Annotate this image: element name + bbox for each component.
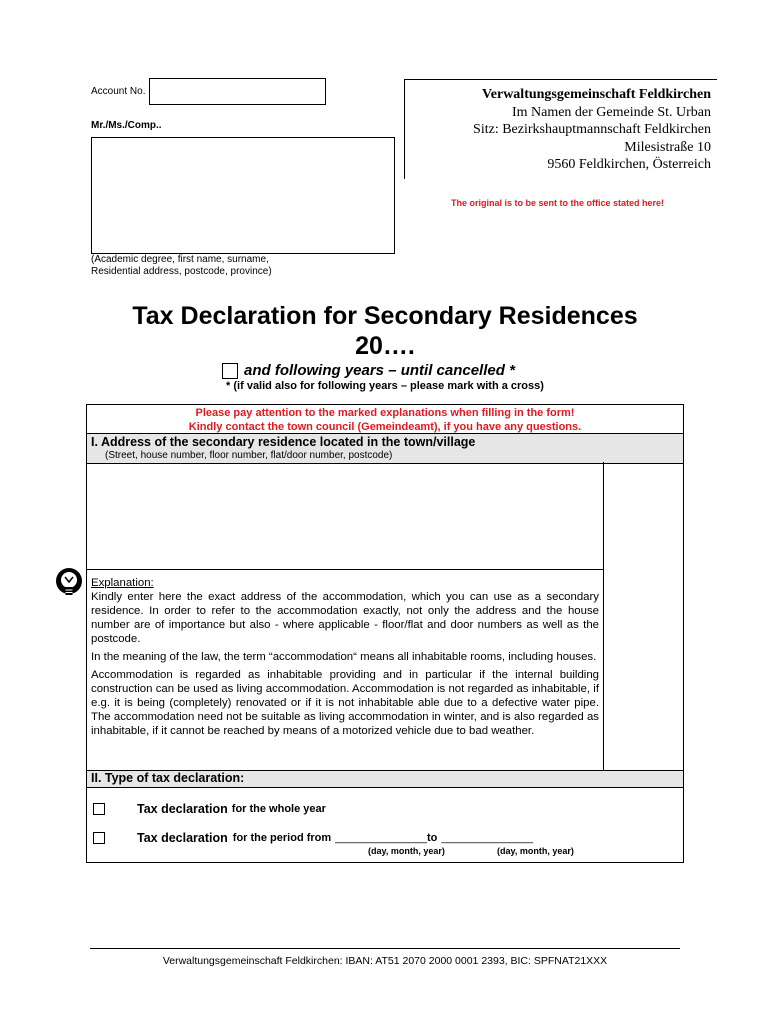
page-title: Tax Declaration for Secondary Residences 20….	[132, 302, 638, 360]
office-address: Verwaltungsgemeinschaft Feldkirchen Im Namen der Gemeinde St. Urban Sitz: Bezirkshauptmannschaft Feldkirchen Milesistraße 10 9560 Feldkirchen, Österreich	[404, 86, 711, 174]
period-to-field[interactable]: _______________	[441, 832, 534, 844]
section-1-heading: I. Address of the secondary residence located in the town/village	[91, 435, 476, 449]
explanation-label: Explanation:	[91, 577, 154, 589]
option-whole-year: Tax declaration for the whole year	[93, 802, 326, 816]
date-hint-from: (day, month, year)	[368, 846, 445, 856]
footer-bank-details: Verwaltungsgemeinschaft Feldkirchen: IBAN: AT51 2070 2000 0001 2393, BIC: SPFNAT21XXX	[162, 955, 608, 967]
section-1-subheading: (Street, house number, floor number, flat/door number, postcode)	[105, 450, 393, 461]
period-checkbox[interactable]	[93, 832, 105, 844]
following-years-checkbox[interactable]	[222, 363, 238, 379]
salutation-label: Mr./Ms./Comp..	[91, 120, 162, 131]
following-years-row: and following years – until cancelled *	[222, 362, 552, 379]
whole-year-checkbox[interactable]	[93, 803, 105, 815]
address-field-divider	[87, 569, 604, 570]
section-2-heading: II. Type of tax declaration:	[91, 771, 245, 785]
date-hint-to: (day, month, year)	[497, 846, 574, 856]
instruction-notice: Please pay attention to the marked explanations when filling in the form! Kindly contact the town council (Gemeindeamt), if you have any questions.	[188, 407, 582, 433]
option-period: Tax declaration for the period from _______________ to _______________	[93, 831, 533, 845]
following-years-footnote: * (if valid also for following years – please mark with a cross)	[226, 380, 544, 392]
office-name: Verwaltungsgemeinschaft Feldkirchen	[481, 87, 711, 102]
sender-address-caption: (Academic degree, first name, surname, Residential address, postcode, province)	[91, 254, 272, 277]
lightbulb-icon	[54, 568, 84, 598]
explanation-para-3: Accommodation is regarded as inhabitable providing and in particular if the internal building construction can be used as living accommodation. Accommodation is not regarded as inhabitable, if e.g. it is being (completely) renovated or if it is not inhabitable able due to a defective water pipe. The accommodation need not be suitable as living accommodation in winter, and is also regarded as inhabitable, if it cannot be reached by means of a motorized vehicle due to bad weather.	[91, 669, 599, 737]
sender-address-field[interactable]	[91, 137, 395, 254]
period-from-field[interactable]: _______________	[335, 832, 427, 844]
column-divider	[603, 462, 604, 770]
account-number-field[interactable]	[149, 78, 326, 105]
office-note: The original is to be sent to the office stated here!	[450, 198, 664, 208]
residence-address-field[interactable]	[88, 464, 602, 568]
explanation-para-1: Kindly enter here the exact address of the accommodation, which you can use as a secondary residence. In order to refer to the accommodation exactly, not only the address and the house number are of importance but also - where applicable - floor/flat and door numbers as well as the postcode.	[91, 591, 599, 645]
footer-divider	[90, 948, 680, 949]
explanation-para-2: In the meaning of the law, the term “accommodation“ means all inhabitable rooms, including houses.	[91, 651, 597, 663]
account-label: Account No.	[91, 86, 146, 97]
explanation-text	[91, 576, 599, 738]
